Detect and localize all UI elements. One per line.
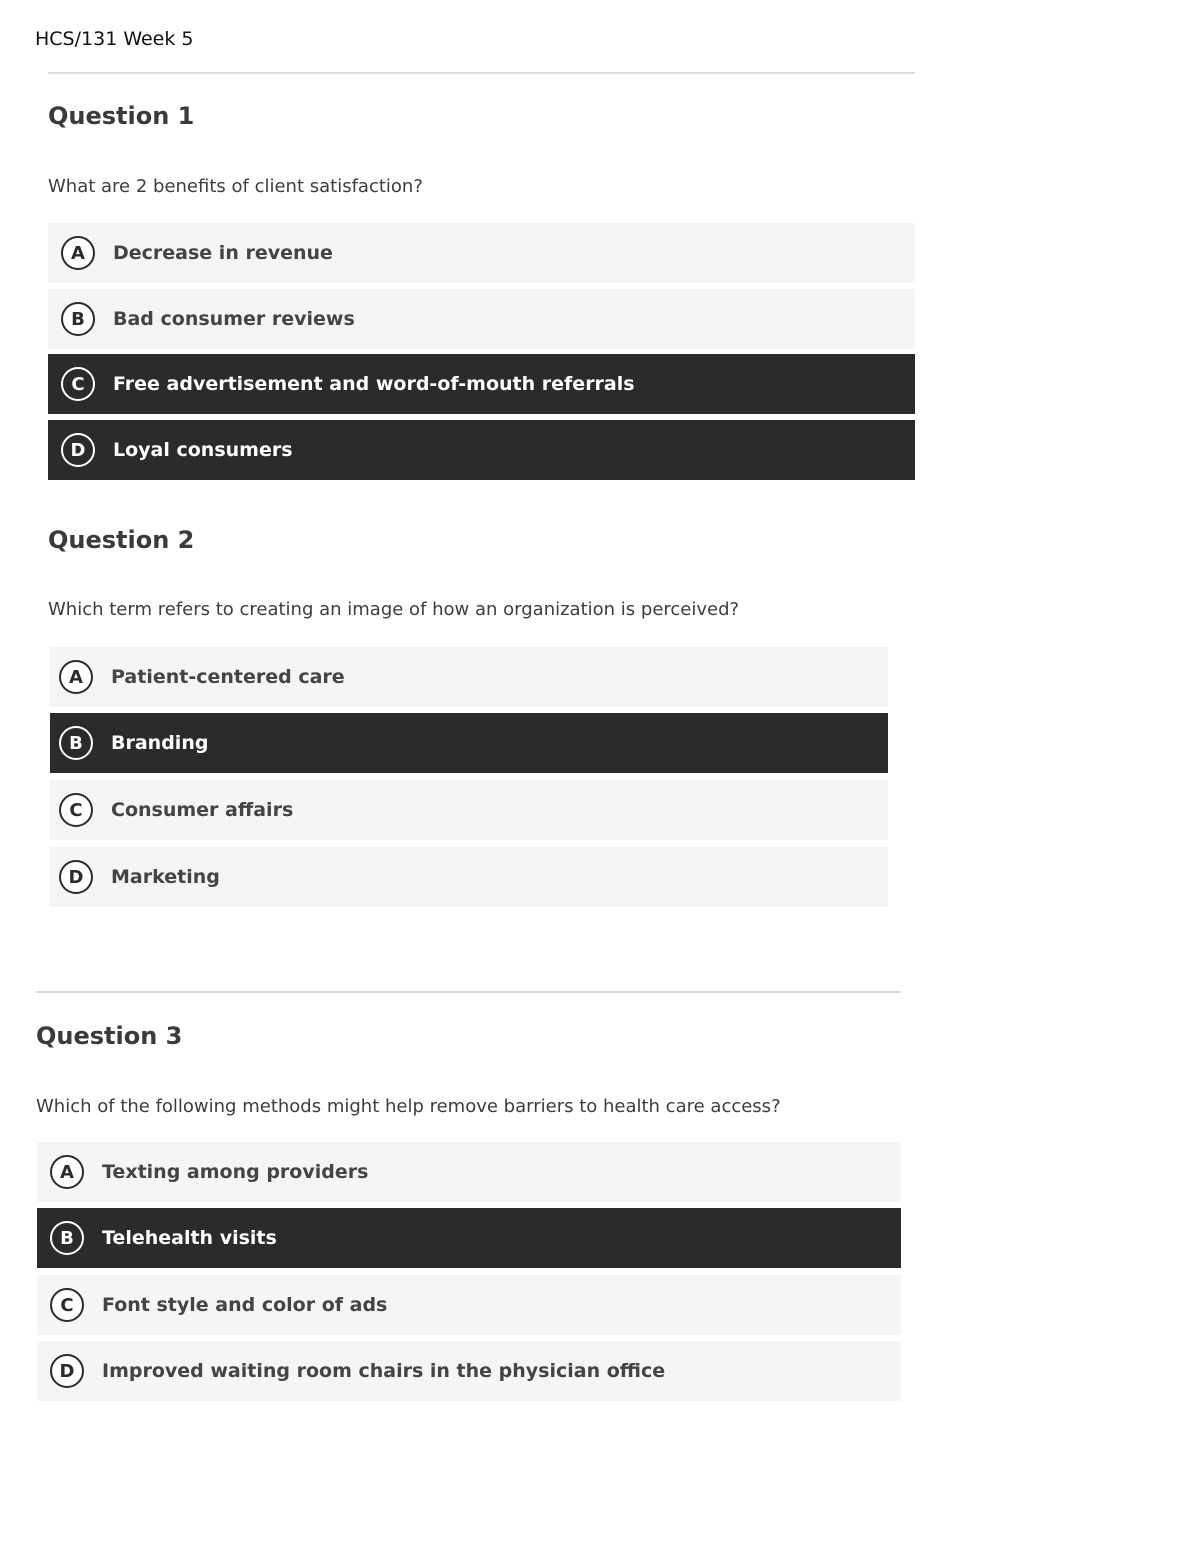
option-text: Branding (111, 732, 209, 754)
answer-option-a[interactable] (48, 223, 915, 283)
answer-option-c[interactable] (37, 1275, 901, 1335)
option-letter-badge: A (61, 236, 95, 270)
option-letter-badge: A (59, 660, 93, 694)
answer-option-d[interactable] (50, 847, 888, 907)
question-title: Question 2 (48, 526, 195, 554)
answer-option-b[interactable] (50, 713, 888, 773)
option-text: Marketing (111, 866, 220, 888)
answer-option-b[interactable] (37, 1208, 901, 1268)
question-prompt: What are 2 benefits of client satisfaction? (48, 176, 423, 197)
question-title: Question 3 (36, 1022, 183, 1050)
option-letter-badge: D (50, 1354, 84, 1388)
option-text: Texting among providers (102, 1161, 369, 1183)
question-prompt: Which of the following methods might help remove barriers to health care access? (36, 1096, 781, 1117)
question-title: Question 1 (48, 102, 195, 130)
section-divider (36, 991, 901, 993)
option-letter-badge: B (61, 302, 95, 336)
option-text: Font style and color of ads (102, 1294, 388, 1316)
option-text: Patient-centered care (111, 666, 345, 688)
option-text: Loyal consumers (113, 439, 293, 461)
document-header-title: HCS/131 Week 5 (35, 28, 194, 50)
option-letter-badge: D (61, 433, 95, 467)
answer-option-a[interactable] (50, 647, 888, 707)
option-text: Improved waiting room chairs in the physician office (102, 1360, 666, 1382)
answer-option-d[interactable] (48, 420, 915, 480)
option-text: Decrease in revenue (113, 242, 333, 264)
option-text: Telehealth visits (102, 1227, 277, 1249)
option-letter-badge: D (59, 860, 93, 894)
question-prompt: Which term refers to creating an image of how an organization is perceived? (48, 599, 740, 620)
option-letter-badge: C (59, 793, 93, 827)
answer-option-a[interactable] (37, 1142, 901, 1202)
option-letter-badge: B (59, 726, 93, 760)
answer-option-d[interactable] (37, 1341, 901, 1401)
answer-option-c[interactable] (50, 780, 888, 840)
answer-option-b[interactable] (48, 289, 915, 349)
option-text: Consumer affairs (111, 799, 294, 821)
option-letter-badge: C (61, 367, 95, 401)
option-letter-badge: C (50, 1288, 84, 1322)
answer-option-c[interactable] (48, 354, 915, 414)
option-text: Bad consumer reviews (113, 308, 355, 330)
option-letter-badge: A (50, 1155, 84, 1189)
header-divider (48, 72, 915, 74)
option-text: Free advertisement and word-of-mouth referrals (113, 373, 635, 395)
option-letter-badge: B (50, 1221, 84, 1255)
